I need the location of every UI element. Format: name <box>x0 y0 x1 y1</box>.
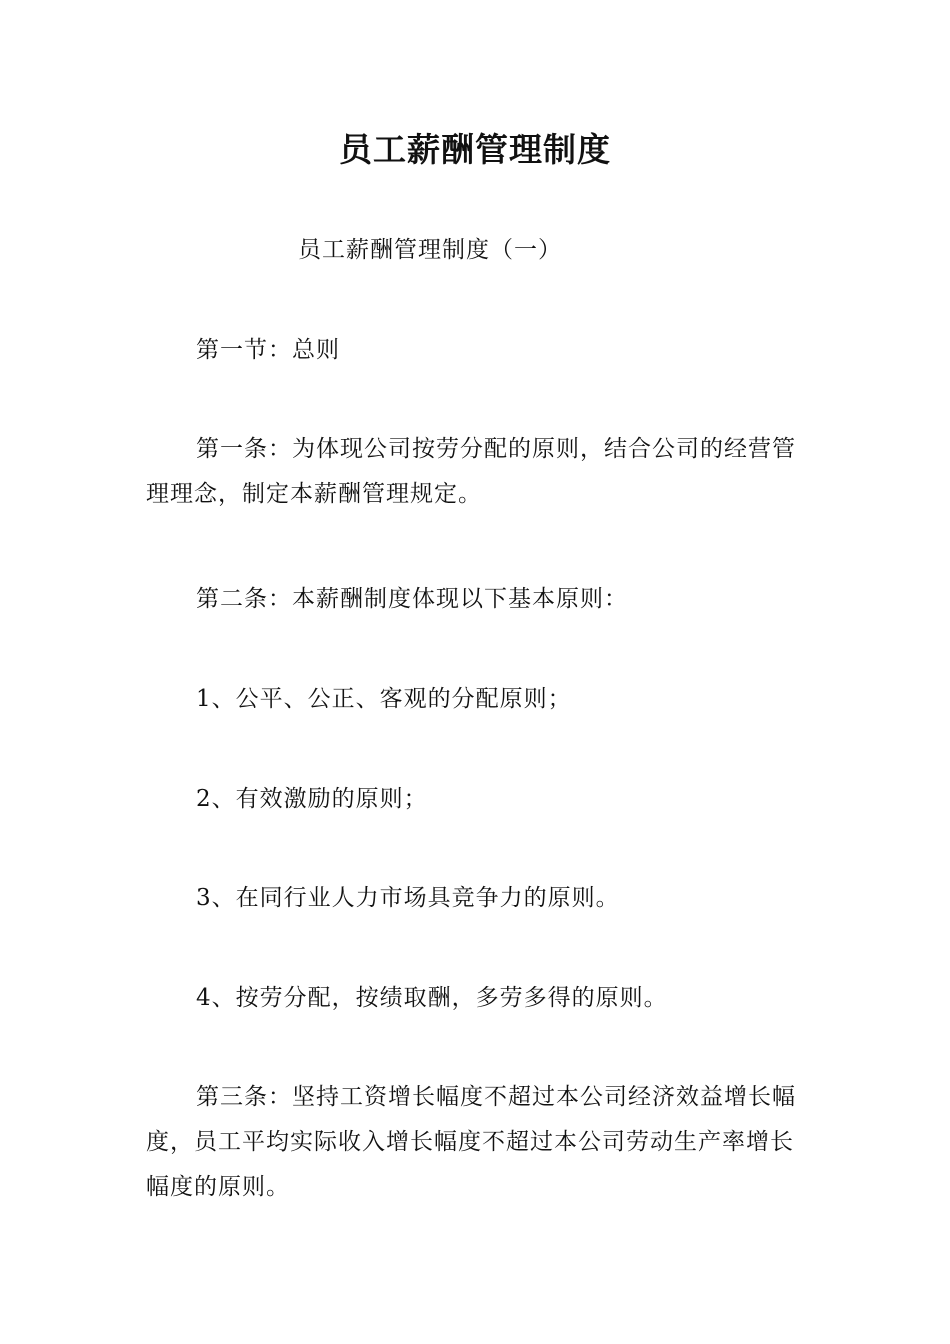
document-title: 员工薪酬管理制度 <box>339 130 611 169</box>
principle-4: 4、按劳分配，按绩取酬，多劳多得的原则。 <box>196 985 668 1011</box>
section-heading: 第一节：总则 <box>196 337 340 363</box>
principle-1: 1、公平、公正、客观的分配原则； <box>196 686 572 712</box>
principle-2: 2、有效激励的原则； <box>196 786 428 812</box>
document-subtitle: 员工薪酬管理制度（一） <box>298 237 562 263</box>
article-1: 第一条：为体现公司按劳分配的原则，结合公司的经营管理理念，制定本薪酬管理规定。 <box>146 436 796 507</box>
principle-3: 3、在同行业人力市场具竞争力的原则。 <box>196 885 620 911</box>
article-3: 第三条：坚持工资增长幅度不超过本公司经济效益增长幅度，员工平均实际收入增长幅度不超过本公司劳动生产率增长幅度的原则。 <box>146 1084 796 1200</box>
article-2: 第二条：本薪酬制度体现以下基本原则： <box>196 586 628 612</box>
